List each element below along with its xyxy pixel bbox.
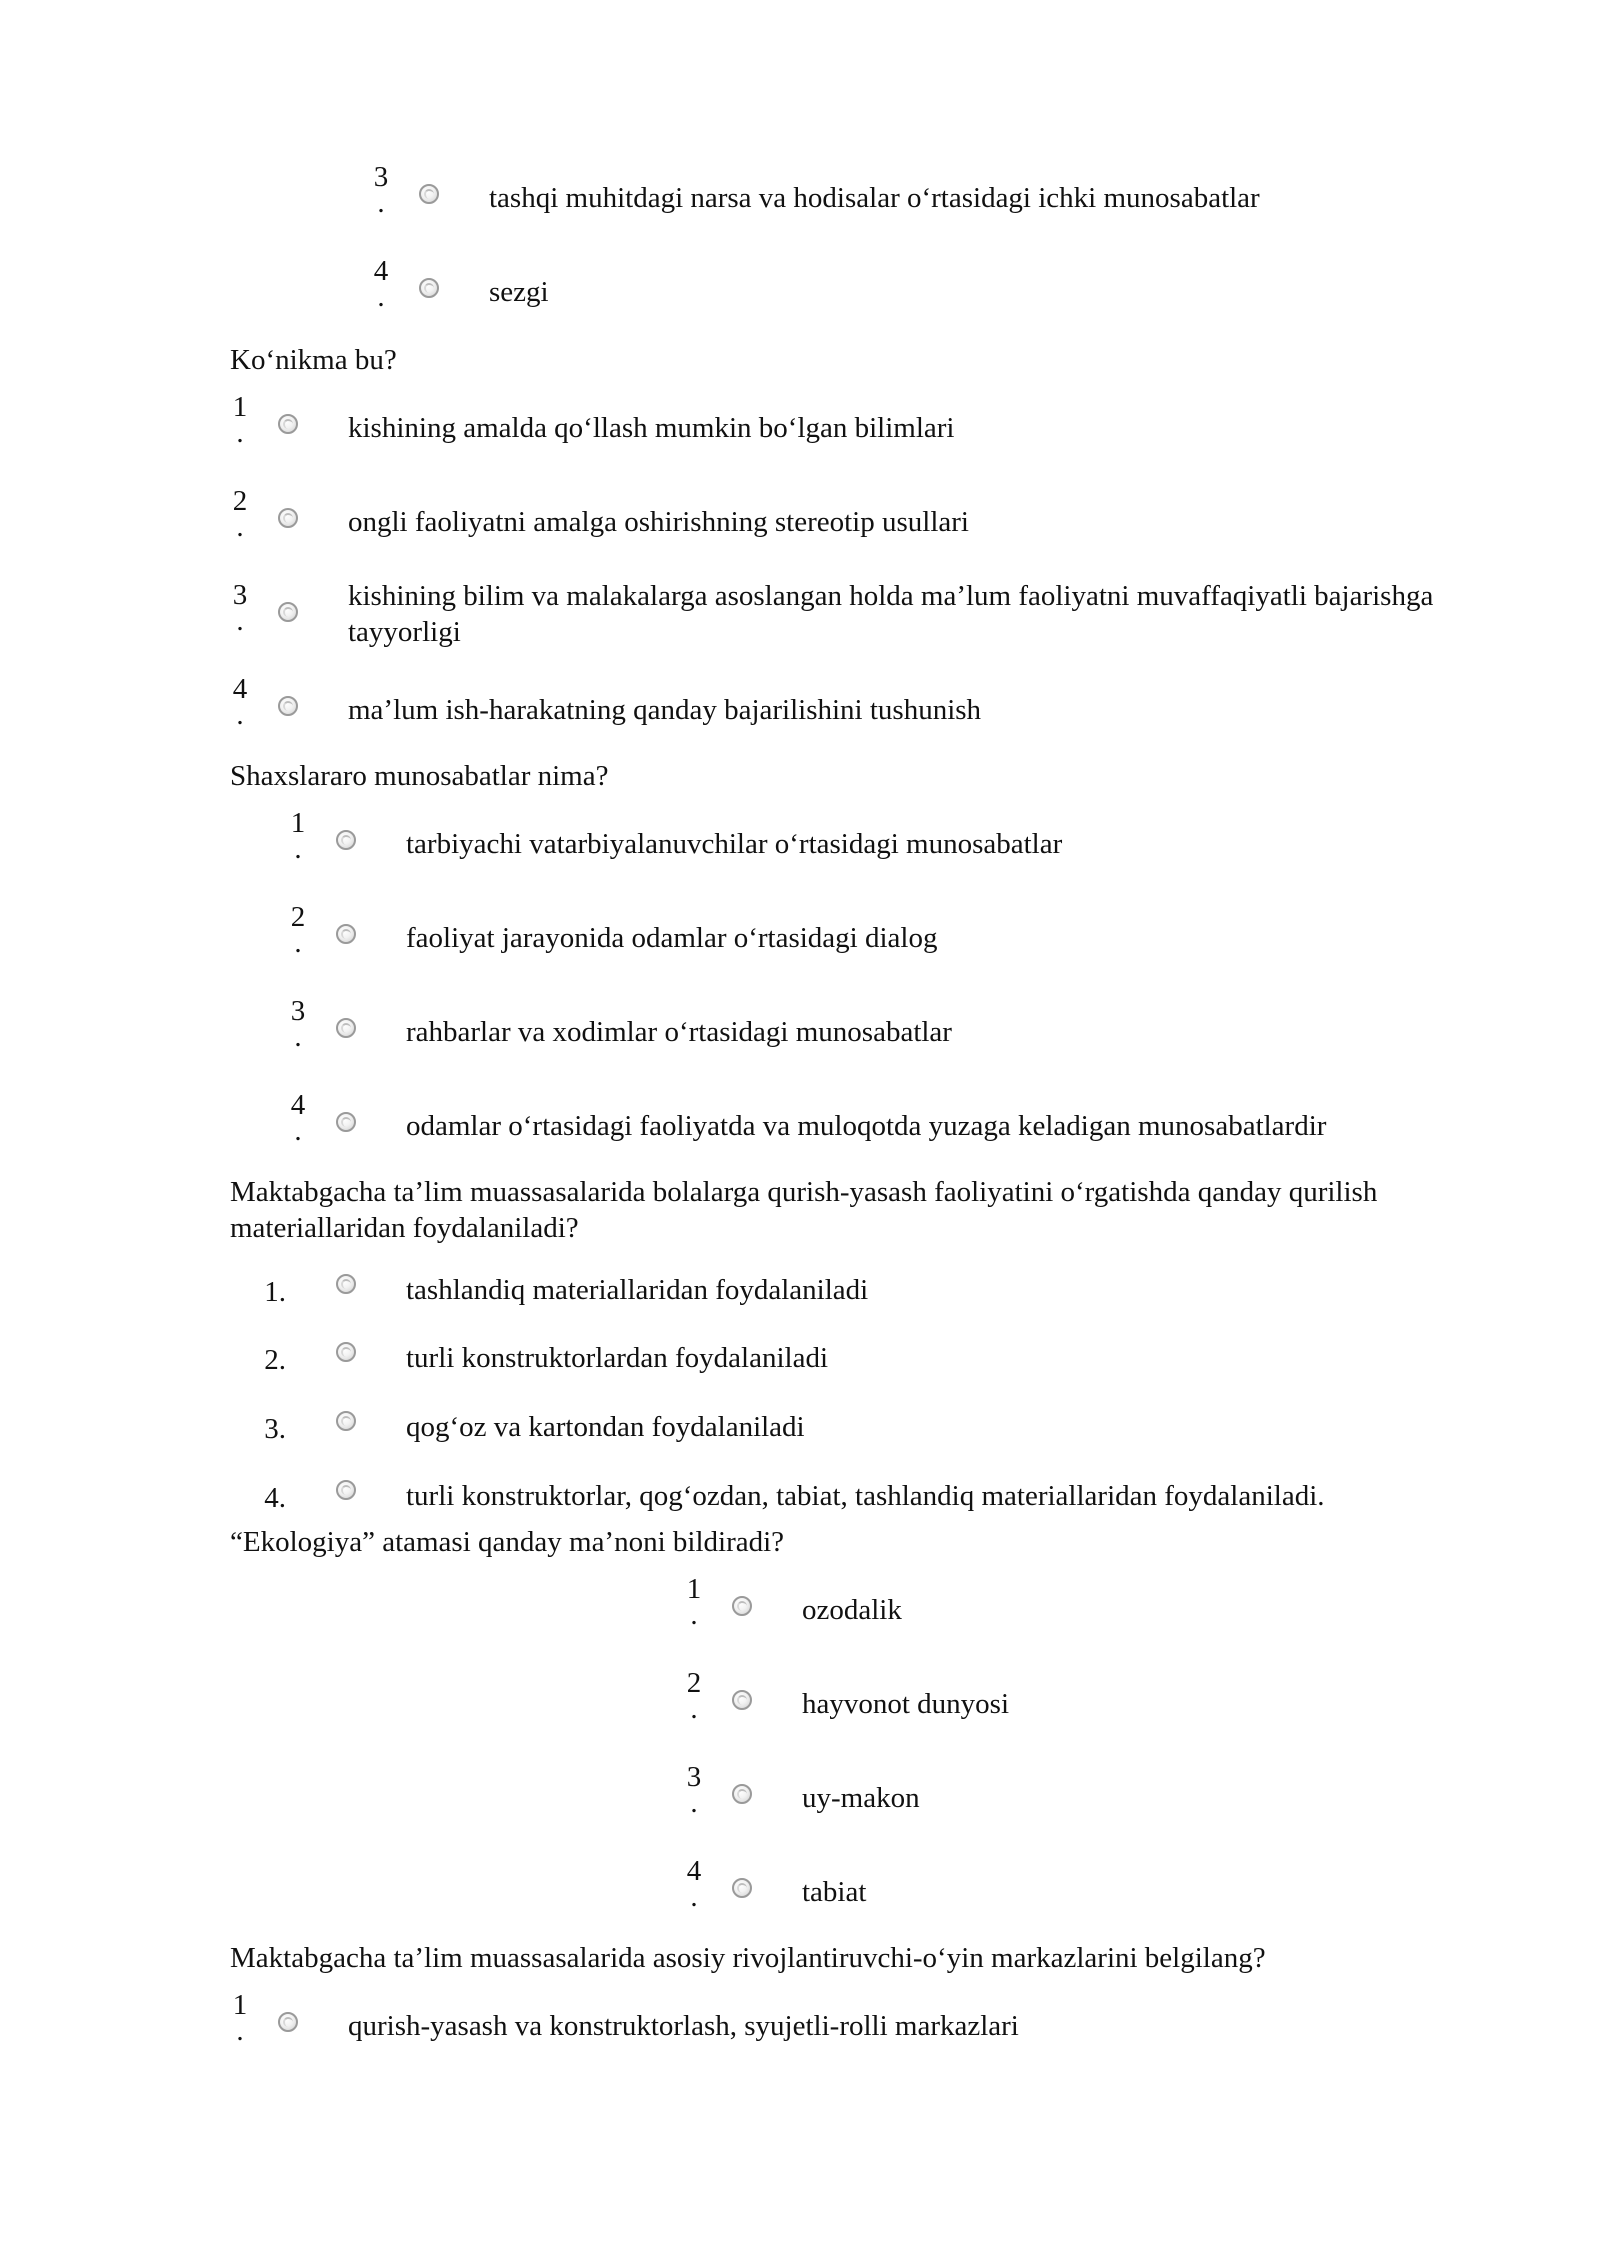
option-item bbox=[246, 1264, 1486, 1314]
option-item bbox=[228, 672, 1468, 752]
option-text: ma’lum ish-harakatning qanday bajarilishini tushunish bbox=[348, 694, 982, 726]
option-text: hayvonot dunyosi bbox=[802, 1688, 1010, 1720]
option-number: 3 . bbox=[232, 579, 248, 637]
option-number: 1 . bbox=[232, 1989, 248, 2047]
option-number: 3 . bbox=[290, 995, 306, 1053]
option-number: 2 . bbox=[232, 485, 248, 543]
option-number: 4. bbox=[264, 1482, 286, 1514]
radio-button[interactable] bbox=[732, 1690, 752, 1710]
option-text: tabiat bbox=[802, 1876, 867, 1908]
option-number: 4 . bbox=[232, 673, 248, 731]
option-text: sezgi bbox=[489, 276, 549, 308]
option-text: tashlandiq materiallaridan foydalaniladi bbox=[406, 1274, 869, 1306]
radio-button[interactable] bbox=[336, 1112, 356, 1132]
option-number: 3. bbox=[264, 1413, 286, 1445]
option-item bbox=[286, 900, 1486, 980]
radio-button[interactable] bbox=[278, 508, 298, 528]
option-text: ozodalik bbox=[802, 1594, 902, 1626]
radio-button[interactable] bbox=[336, 1480, 356, 1500]
option-text: qurish-yasash va konstruktorlash, syujetli-rolli markazlari bbox=[348, 2010, 1019, 2042]
option-item bbox=[228, 1988, 1468, 2068]
option-number: 4 . bbox=[373, 255, 389, 313]
option-number: 4 . bbox=[686, 1855, 702, 1913]
option-number: 4 . bbox=[290, 1089, 306, 1147]
option-text: rahbarlar va xodimlar o‘rtasidagi munosabatlar bbox=[406, 1016, 952, 1048]
radio-button[interactable] bbox=[336, 1018, 356, 1038]
option-item bbox=[682, 1854, 1282, 1934]
radio-button[interactable] bbox=[336, 830, 356, 850]
option-number: 2 . bbox=[290, 901, 306, 959]
radio-button[interactable] bbox=[336, 1274, 356, 1294]
question-text: Maktabgacha ta’lim muassasalarida bolalarga qurish-yasash faoliyatini o‘rgatishda qanday qurilish materiallaridan foydalaniladi? bbox=[230, 1176, 1378, 1244]
question-text: Maktabgacha ta’lim muassasalarida asosiy rivojlantiruvchi-o‘yin markazlarini belgilang? bbox=[230, 1942, 1266, 1974]
option-text: uy-makon bbox=[802, 1782, 920, 1814]
option-item bbox=[246, 1470, 1496, 1520]
option-number: 1 . bbox=[290, 807, 306, 865]
radio-button[interactable] bbox=[278, 696, 298, 716]
option-number: 3 . bbox=[686, 1761, 702, 1819]
option-item bbox=[228, 578, 1468, 678]
radio-button[interactable] bbox=[336, 1411, 356, 1431]
option-text: turli konstruktorlardan foydalaniladi bbox=[406, 1342, 829, 1374]
option-item bbox=[228, 390, 1468, 470]
option-number: 2. bbox=[264, 1344, 286, 1376]
radio-button[interactable] bbox=[419, 184, 439, 204]
option-item bbox=[286, 806, 1486, 886]
option-number: 2 . bbox=[686, 1667, 702, 1725]
question-text: “Ekologiya” atamasi qanday ma’noni bildiradi? bbox=[230, 1526, 785, 1558]
radio-button[interactable] bbox=[336, 924, 356, 944]
option-text: qog‘oz va kartondan foydalaniladi bbox=[406, 1411, 805, 1443]
option-item bbox=[369, 254, 1469, 334]
option-item bbox=[682, 1666, 1282, 1746]
option-text: turli konstruktorlar, qog‘ozdan, tabiat, tashlandiq materiallaridan foydalaniladi. bbox=[406, 1480, 1325, 1512]
radio-button[interactable] bbox=[732, 1878, 752, 1898]
option-text: tarbiyachi vatarbiyalanuvchilar o‘rtasidagi munosabatlar bbox=[406, 828, 1063, 860]
option-text: kishining amalda qo‘llash mumkin bo‘lgan bilimlari bbox=[348, 412, 955, 444]
option-item bbox=[286, 1088, 1486, 1168]
option-text: ongli faoliyatni amalga oshirishning stereotip usullari bbox=[348, 506, 969, 538]
option-text: faoliyat jarayonida odamlar o‘rtasidagi dialog bbox=[406, 922, 938, 954]
option-item bbox=[246, 1401, 1486, 1451]
option-number: 1 . bbox=[232, 391, 248, 449]
option-item bbox=[246, 1332, 1486, 1382]
question-text: Shaxslararo munosabatlar nima? bbox=[230, 760, 609, 792]
option-text: kishining bilim va malakalarga asoslangan holda ma’lum faoliyatni muvaffaqiyatli bajarishga tayyorligi bbox=[348, 580, 1434, 648]
option-item bbox=[228, 484, 1468, 564]
radio-button[interactable] bbox=[278, 2012, 298, 2032]
option-number: 1 . bbox=[686, 1573, 702, 1631]
option-item bbox=[369, 160, 1469, 240]
option-item bbox=[682, 1760, 1282, 1840]
radio-button[interactable] bbox=[732, 1784, 752, 1804]
option-text: tashqi muhitdagi narsa va hodisalar o‘rtasidagi ichki munosabatlar bbox=[489, 182, 1260, 214]
question-text: Ko‘nikma bu? bbox=[230, 344, 397, 376]
radio-button[interactable] bbox=[732, 1596, 752, 1616]
radio-button[interactable] bbox=[278, 414, 298, 434]
radio-button[interactable] bbox=[336, 1342, 356, 1362]
option-text: odamlar o‘rtasidagi faoliyatda va muloqotda yuzaga keladigan munosabatlardir bbox=[406, 1110, 1327, 1142]
radio-button[interactable] bbox=[419, 278, 439, 298]
option-item bbox=[286, 994, 1486, 1074]
radio-button[interactable] bbox=[278, 602, 298, 622]
option-number: 3 . bbox=[373, 161, 389, 219]
option-number: 1. bbox=[264, 1276, 286, 1308]
option-item bbox=[682, 1572, 1282, 1652]
